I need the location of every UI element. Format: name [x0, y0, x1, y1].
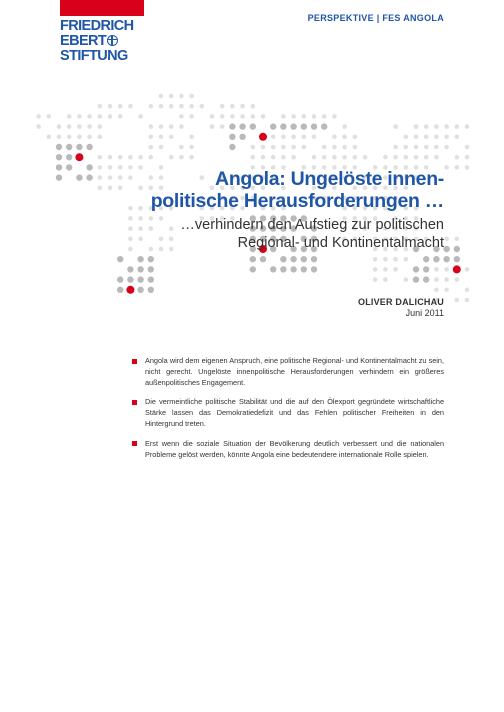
map-dot	[423, 256, 429, 262]
map-dot	[148, 287, 154, 293]
map-dot	[98, 124, 103, 129]
map-dot	[291, 155, 296, 160]
red-square-bullet-icon	[132, 441, 137, 446]
map-dot	[87, 114, 92, 119]
map-dot	[200, 104, 205, 109]
map-dot	[250, 256, 256, 262]
map-dot	[465, 267, 470, 272]
map-dot-highlight	[259, 133, 267, 141]
map-dot	[179, 145, 184, 150]
map-dot	[98, 135, 103, 140]
map-dot	[290, 123, 296, 129]
summary-bullets	[132, 356, 444, 469]
map-dot	[128, 155, 133, 160]
map-dot	[159, 135, 164, 140]
map-dot	[189, 155, 194, 160]
subtitle-line-2: Regional- und Kontinentalmacht	[237, 235, 444, 251]
map-dot	[189, 114, 194, 119]
map-dot	[444, 135, 449, 140]
map-dot	[322, 145, 327, 150]
title-block	[44, 168, 444, 252]
map-dot	[36, 114, 41, 119]
map-dot	[137, 276, 143, 282]
list-item	[132, 439, 444, 461]
map-dot	[250, 266, 256, 272]
map-dot	[57, 124, 62, 129]
map-dot	[149, 124, 154, 129]
map-dot	[159, 124, 164, 129]
fes-logo	[60, 0, 144, 64]
map-dot	[280, 123, 286, 129]
map-dot	[239, 123, 245, 129]
map-dot	[169, 124, 174, 129]
map-dot	[67, 135, 72, 140]
map-dot	[229, 134, 235, 140]
map-dot-highlight	[453, 265, 461, 273]
map-dot	[251, 104, 256, 109]
map-dot	[465, 145, 470, 150]
map-dot	[455, 298, 460, 303]
bullet-text: Angola wird dem eigenen Anspruch, eine politische Regional- und Kontinentalmacht zu sein, nicht gerecht. Ungelöste innenpolitische Herausforderungen verhindern ein größeres außenpolitisches Engagement.	[145, 356, 444, 387]
logo-line-1: FRIEDRICH	[60, 18, 134, 34]
map-dot	[261, 114, 266, 119]
map-dot	[413, 276, 419, 282]
map-dot	[251, 114, 256, 119]
map-dot	[261, 145, 266, 150]
map-dot	[383, 257, 388, 262]
map-dot	[424, 124, 429, 129]
map-dot	[465, 124, 470, 129]
map-dot	[433, 256, 439, 262]
map-dot	[383, 155, 388, 160]
map-dot	[138, 114, 143, 119]
map-dot	[342, 145, 347, 150]
map-dot	[57, 135, 62, 140]
map-dot	[455, 155, 460, 160]
map-dot	[342, 155, 347, 160]
map-dot	[332, 145, 337, 150]
map-dot	[77, 124, 82, 129]
publication-date: Juni 2011	[405, 308, 444, 318]
map-dot	[312, 155, 317, 160]
map-dot	[404, 277, 409, 282]
map-dot	[393, 124, 398, 129]
map-dot	[137, 256, 143, 262]
map-dot	[332, 155, 337, 160]
map-dot	[301, 256, 307, 262]
map-dot	[179, 155, 184, 160]
map-dot	[291, 135, 296, 140]
map-dot	[424, 135, 429, 140]
map-dot	[138, 155, 143, 160]
map-dot	[108, 155, 113, 160]
map-dot	[56, 154, 62, 160]
map-dot	[230, 114, 235, 119]
map-dot	[67, 124, 72, 129]
title-line-2: politische Herausforderungen …	[150, 190, 444, 212]
map-dot	[149, 104, 154, 109]
logo-line-2: EBERT	[60, 33, 107, 49]
map-dot	[271, 155, 276, 160]
map-dot	[229, 123, 235, 129]
map-dot	[210, 124, 215, 129]
list-item	[132, 356, 444, 388]
map-dot-highlight	[126, 286, 134, 294]
map-dot	[404, 257, 409, 262]
map-dot	[117, 276, 123, 282]
map-dot	[383, 277, 388, 282]
map-dot	[239, 134, 245, 140]
map-dot	[312, 114, 317, 119]
map-dot	[321, 123, 327, 129]
map-dot	[47, 114, 52, 119]
map-dot	[98, 114, 103, 119]
map-dot	[56, 144, 62, 150]
map-dot	[189, 94, 194, 99]
map-dot	[281, 145, 286, 150]
map-dot	[311, 266, 317, 272]
map-dot	[423, 266, 429, 272]
map-dot	[149, 155, 154, 160]
map-dot	[353, 155, 358, 160]
map-dot	[240, 114, 245, 119]
map-dot	[332, 114, 337, 119]
map-dot	[118, 114, 123, 119]
map-dot	[148, 266, 154, 272]
map-dot	[332, 135, 337, 140]
map-dot	[423, 276, 429, 282]
map-dot	[413, 266, 419, 272]
map-dot	[393, 267, 398, 272]
map-dot	[281, 114, 286, 119]
map-dot	[280, 266, 286, 272]
map-dot	[404, 135, 409, 140]
map-dot	[444, 267, 449, 272]
map-dot	[302, 114, 307, 119]
map-dot	[434, 135, 439, 140]
map-dot	[373, 277, 378, 282]
map-dot	[77, 135, 82, 140]
map-dot	[291, 145, 296, 150]
map-dot	[189, 145, 194, 150]
map-dot	[86, 144, 92, 150]
map-dot	[383, 267, 388, 272]
map-dot	[444, 277, 449, 282]
map-dot	[434, 124, 439, 129]
map-dot	[270, 266, 276, 272]
map-dot	[353, 145, 358, 150]
map-dot	[261, 155, 266, 160]
map-dot	[67, 114, 72, 119]
map-dot	[312, 135, 317, 140]
map-dot	[301, 123, 307, 129]
map-dot	[210, 114, 215, 119]
map-dot	[454, 256, 460, 262]
map-dot	[98, 104, 103, 109]
map-dot	[414, 124, 419, 129]
map-dot	[179, 114, 184, 119]
map-dot	[322, 114, 327, 119]
map-dot	[363, 155, 368, 160]
map-dot	[220, 104, 225, 109]
map-dot	[98, 155, 103, 160]
map-dot	[434, 288, 439, 293]
map-dot	[179, 124, 184, 129]
map-dot	[444, 237, 449, 242]
map-dot	[260, 256, 266, 262]
map-dot	[302, 135, 307, 140]
map-dot	[230, 104, 235, 109]
map-dot	[251, 155, 256, 160]
logo-line-2-wrap	[60, 34, 144, 49]
logo-wordmark	[60, 19, 144, 64]
map-dot	[108, 114, 113, 119]
map-dot	[270, 123, 276, 129]
author-name: OLIVER DALICHAU	[358, 297, 444, 307]
red-square-bullet-icon	[132, 359, 137, 364]
globe-icon	[107, 35, 118, 46]
map-dot	[240, 104, 245, 109]
map-dot	[47, 135, 52, 140]
series-label: PERSPEKTIVE | FES ANGOLA	[307, 13, 444, 23]
map-dot	[271, 135, 276, 140]
map-dot	[444, 288, 449, 293]
map-dot	[311, 123, 317, 129]
map-dot	[169, 155, 174, 160]
map-dot	[373, 267, 378, 272]
map-dot	[179, 104, 184, 109]
map-dot	[66, 144, 72, 150]
map-dot	[108, 104, 113, 109]
map-dot	[159, 104, 164, 109]
map-dot	[404, 145, 409, 150]
map-dot	[465, 165, 470, 170]
map-dot	[159, 94, 164, 99]
map-dot	[280, 256, 286, 262]
map-dot	[393, 145, 398, 150]
map-dot	[169, 104, 174, 109]
map-dot	[404, 155, 409, 160]
map-dot	[169, 94, 174, 99]
logo-line-3: STIFTUNG	[60, 48, 128, 64]
map-dot	[455, 165, 460, 170]
logo-red-bar	[60, 0, 144, 16]
map-dot	[137, 266, 143, 272]
map-dot	[424, 155, 429, 160]
map-dot	[149, 135, 154, 140]
map-dot	[36, 124, 41, 129]
map-dot	[455, 135, 460, 140]
list-item	[132, 397, 444, 429]
map-dot	[434, 267, 439, 272]
map-dot	[301, 266, 307, 272]
map-dot	[465, 155, 470, 160]
map-dot	[179, 94, 184, 99]
map-dot	[322, 155, 327, 160]
map-dot	[87, 124, 92, 129]
map-dot	[127, 276, 133, 282]
map-dot	[127, 266, 133, 272]
map-dot	[66, 154, 72, 160]
map-dot	[250, 123, 256, 129]
map-dot	[455, 277, 460, 282]
map-dot	[118, 155, 123, 160]
map-dot	[291, 114, 296, 119]
map-dot	[434, 155, 439, 160]
map-dot	[117, 256, 123, 262]
map-dot	[465, 298, 470, 303]
subtitle-line-1: …verhindern den Aufstieg zur politischen	[180, 217, 444, 233]
map-dot	[414, 155, 419, 160]
map-dot	[87, 135, 92, 140]
red-square-bullet-icon	[132, 400, 137, 405]
map-dot	[281, 155, 286, 160]
author-block	[358, 297, 444, 318]
map-dot	[137, 287, 143, 293]
map-dot	[77, 114, 82, 119]
map-dot	[444, 124, 449, 129]
map-dot	[434, 145, 439, 150]
map-dot	[342, 135, 347, 140]
map-dot	[465, 288, 470, 293]
map-dot	[393, 257, 398, 262]
map-dot	[353, 135, 358, 140]
map-dot	[76, 144, 82, 150]
map-dot	[169, 135, 174, 140]
map-dot	[311, 256, 317, 262]
map-dot	[414, 145, 419, 150]
map-dot	[220, 114, 225, 119]
map-dot-highlight	[75, 153, 83, 161]
map-dot	[444, 165, 449, 170]
map-dot	[414, 135, 419, 140]
map-dot	[424, 145, 429, 150]
map-dot	[454, 246, 460, 252]
title-line-1: Angola: Ungelöste innen-	[215, 168, 444, 190]
map-dot	[290, 256, 296, 262]
map-dot	[148, 256, 154, 262]
map-dot	[229, 144, 235, 150]
map-dot	[455, 124, 460, 129]
map-dot	[290, 266, 296, 272]
map-dot	[443, 246, 449, 252]
map-dot	[302, 145, 307, 150]
map-dot	[128, 104, 133, 109]
map-dot	[373, 257, 378, 262]
map-dot	[455, 237, 460, 242]
map-dot	[189, 135, 194, 140]
map-dot	[444, 145, 449, 150]
bullet-text: Die vermeintliche politische Stabilität und die auf den Ölexport gegründete wirtschaftliche Stärke lassen das Demokratiedefizit und das Fehlen politischer Freiheiten in den Hintergrund treten.	[145, 397, 444, 428]
map-dot	[117, 287, 123, 293]
map-dot	[251, 145, 256, 150]
map-dot	[118, 104, 123, 109]
map-dot	[434, 277, 439, 282]
map-dot	[281, 135, 286, 140]
map-dot	[220, 124, 225, 129]
map-dot	[342, 124, 347, 129]
map-dot	[189, 104, 194, 109]
map-dot	[271, 145, 276, 150]
map-dot	[443, 256, 449, 262]
map-dot	[149, 145, 154, 150]
page-title	[44, 168, 444, 212]
page-subtitle	[44, 216, 444, 252]
map-dot	[148, 276, 154, 282]
bullet-text: Erst wenn die soziale Situation der Bevölkerung deutlich verbessert und die nationalen Probleme gelöst werden, könnte Angola eine bedeutendere internationale Rolle spielen.	[145, 438, 444, 459]
map-dot	[393, 155, 398, 160]
map-dot	[159, 145, 164, 150]
